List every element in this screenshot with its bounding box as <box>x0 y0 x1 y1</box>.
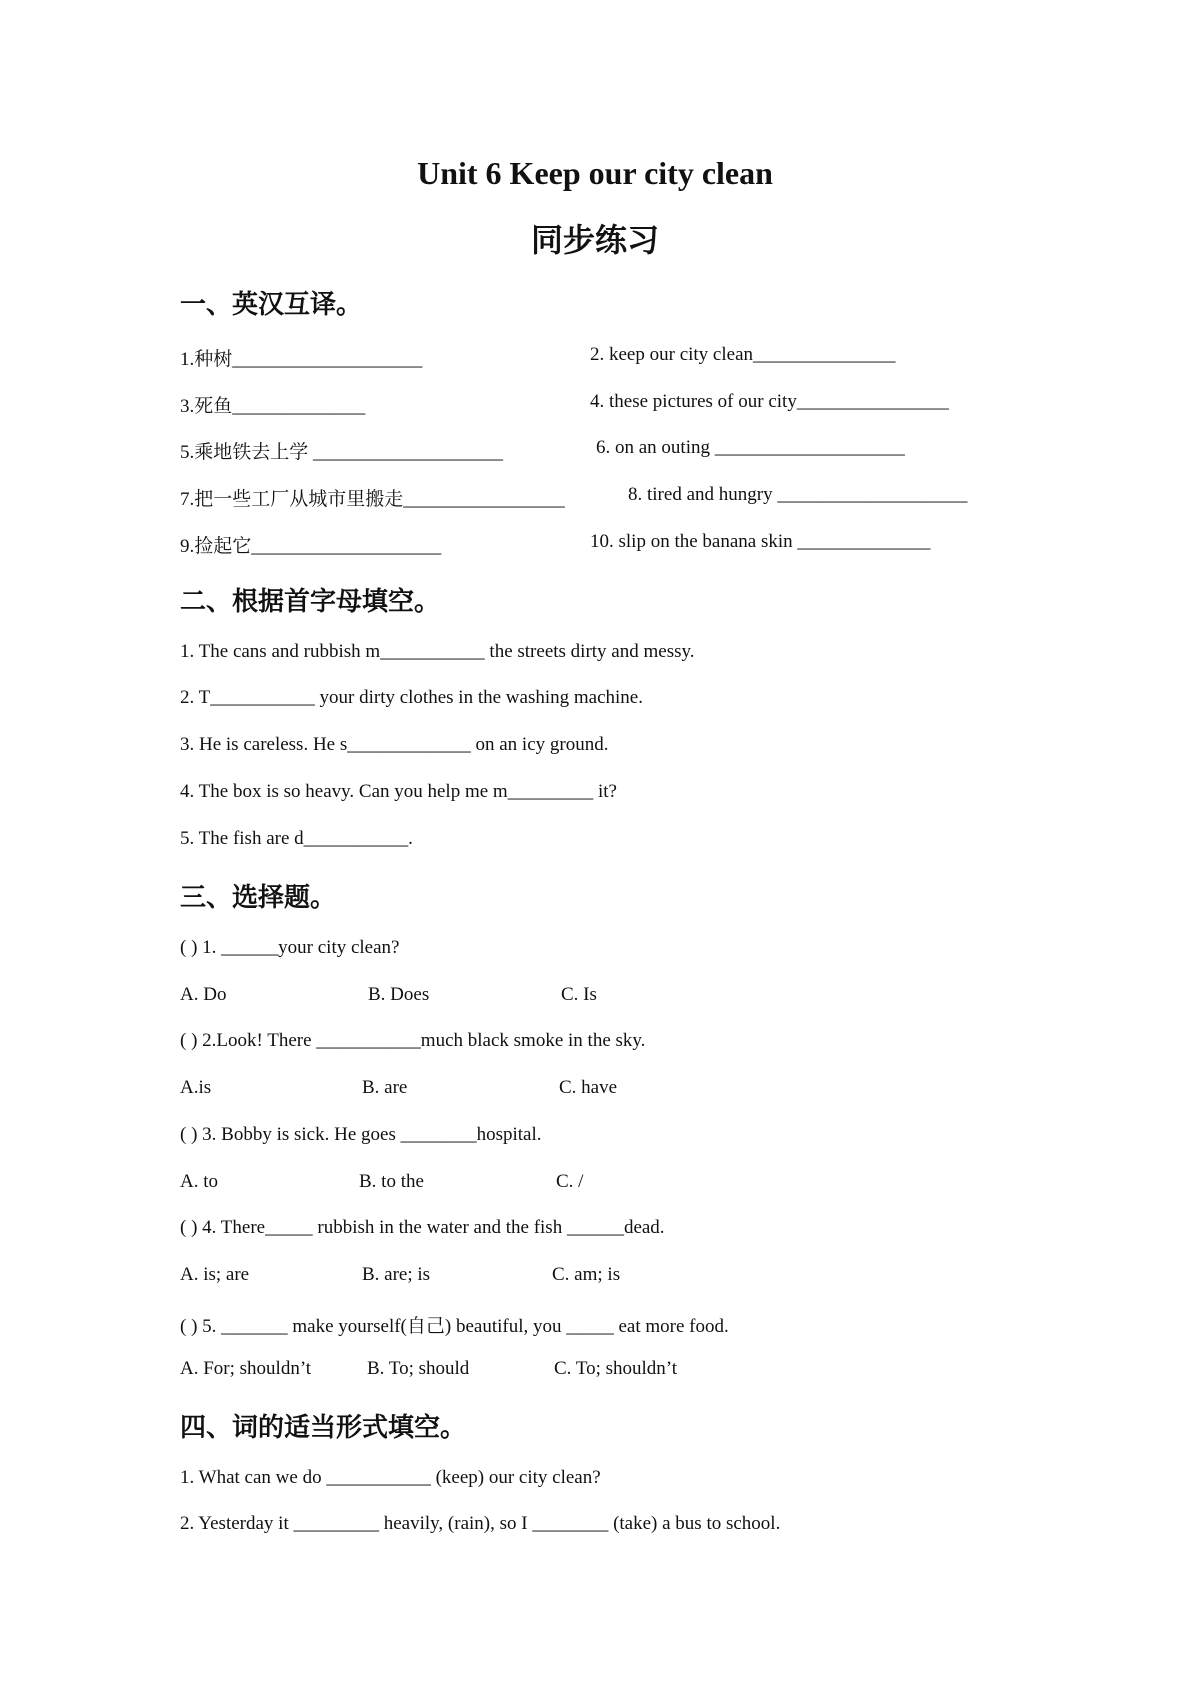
question-2-option-c: C. have <box>559 1077 618 1098</box>
section1-item-3: 3.死鱼______________ <box>180 396 366 417</box>
question-4-stem: ( ) 4. There_____ rubbish in the water and the fish ______dead. <box>180 1217 665 1238</box>
question-3-stem: ( ) 3. Bobby is sick. He goes ________hospital. <box>180 1124 542 1145</box>
section2-item-2: 2. T___________ your dirty clothes in the washing machine. <box>180 687 643 708</box>
question-4-option-b: B. are; is <box>362 1264 431 1285</box>
section1-item-6: 6. on an outing ____________________ <box>596 437 905 458</box>
question-1-option-c: C. Is <box>561 984 597 1005</box>
section1-heading: 一、英汉互译。 <box>180 290 363 320</box>
section4-item-1: 1. What can we do ___________ (keep) our city clean? <box>180 1467 601 1488</box>
question-2-stem: ( ) 2.Look! There ___________much black smoke in the sky. <box>180 1030 646 1051</box>
section1-item-7: 7.把一些工厂从城市里搬走_________________ <box>180 489 565 510</box>
question-2-option-a: A.is <box>180 1077 212 1098</box>
question-3-option-c: C. / <box>556 1171 584 1192</box>
section3-heading: 三、选择题。 <box>180 883 337 913</box>
question-4-option-a: A. is; are <box>180 1264 250 1285</box>
section2-item-4: 4. The box is so heavy. Can you help me m_________ it? <box>180 781 617 802</box>
section1-item-1: 1.种树____________________ <box>180 349 423 370</box>
section1-item-4: 4. these pictures of our city________________ <box>590 391 949 412</box>
question-3-option-b: B. to the <box>359 1171 424 1192</box>
section4-heading: 四、词的适当形式填空。 <box>180 1413 467 1443</box>
section1-item-10: 10. slip on the banana skin ______________ <box>590 531 931 552</box>
question-1-stem: ( ) 1. ______your city clean? <box>180 937 400 958</box>
question-4-option-c: C. am; is <box>552 1264 621 1285</box>
section1-item-8: 8. tired and hungry ____________________ <box>628 484 968 505</box>
question-5-option-c: C. To; shouldn’t <box>554 1358 678 1379</box>
section2-item-3: 3. He is careless. He s_____________ on an icy ground. <box>180 734 609 755</box>
question-1-option-a: A. Do <box>180 984 227 1005</box>
page-title: Unit 6 Keep our city clean <box>417 155 773 191</box>
question-5-stem: ( ) 5. _______ make yourself(自己) beautiful, you _____ eat more food. <box>180 1316 729 1337</box>
question-1-option-b: B. Does <box>368 984 430 1005</box>
section1-item-2: 2. keep our city clean_______________ <box>590 344 896 365</box>
page-subtitle: 同步练习 <box>530 221 659 259</box>
question-3-option-a: A. to <box>180 1171 218 1192</box>
section1-item-9: 9.捡起它____________________ <box>180 536 442 557</box>
question-5-option-a: A. For; shouldn’t <box>180 1358 312 1379</box>
question-2-option-b: B. are <box>362 1077 408 1098</box>
section2-heading: 二、根据首字母填空。 <box>180 587 441 617</box>
question-5-option-b: B. To; should <box>367 1358 470 1379</box>
section4-item-2: 2. Yesterday it _________ heavily, (rain), so I ________ (take) a bus to school. <box>180 1513 781 1534</box>
section1-item-5: 5.乘地铁去上学 ____________________ <box>180 442 504 463</box>
section2-item-5: 5. The fish are d___________. <box>180 828 413 849</box>
section2-item-1: 1. The cans and rubbish m___________ the streets dirty and messy. <box>180 641 695 662</box>
